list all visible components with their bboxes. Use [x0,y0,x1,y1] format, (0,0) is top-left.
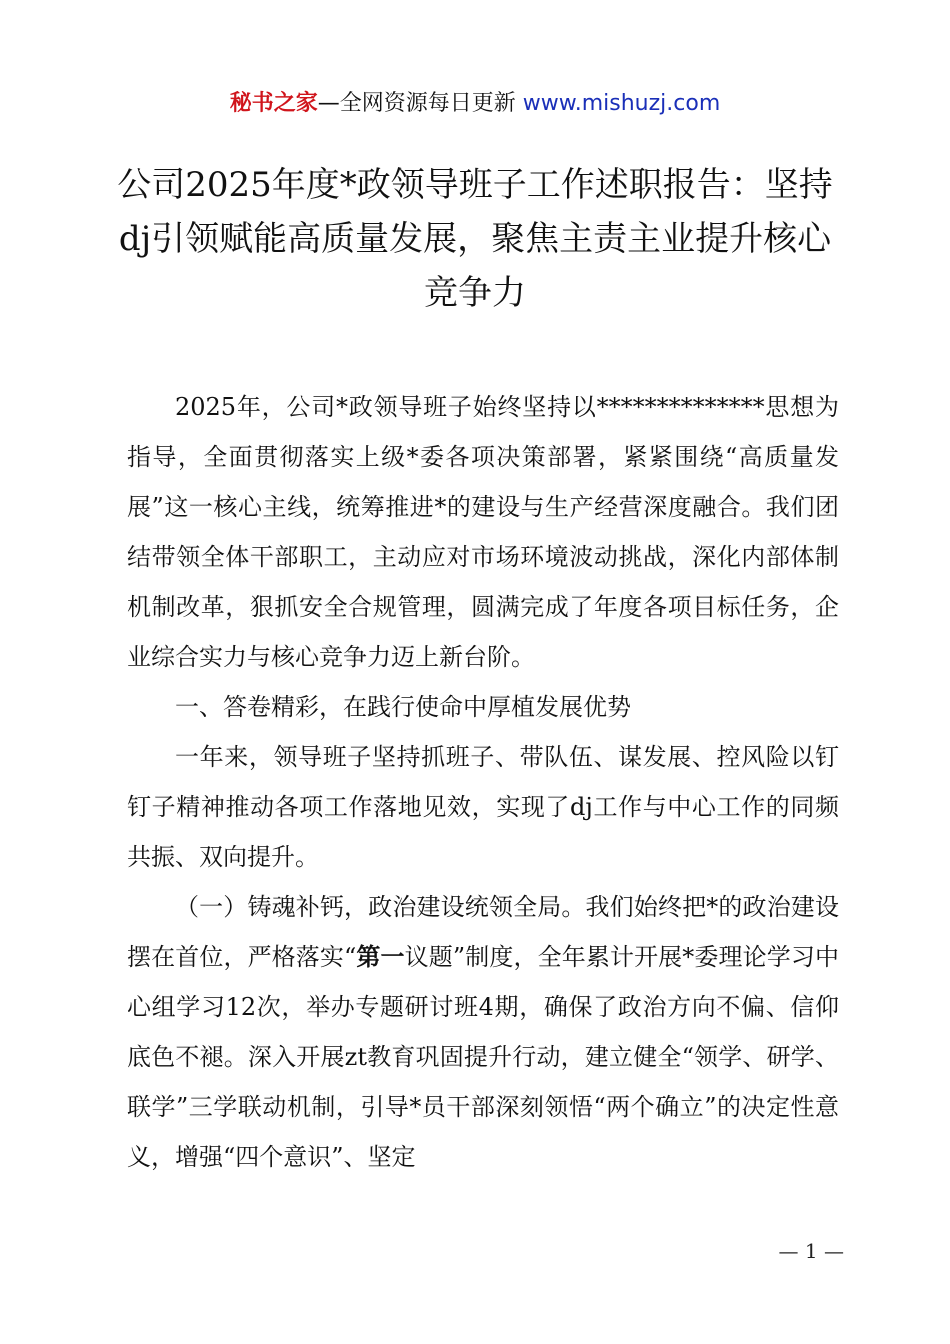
intro-paragraph: 2025年，公司*政领导班子始终坚持以**************思想为指导，全面贯彻落实上级*委各项决策部署，紧紧围绕“高质量发展”这一核心主线，统筹推进*的建设与生产经营深度融合。我们团结带领全体干部职工，主动应对市场环境波动挑战，深化内部体制机制改革，狠抓安全合规管理，圆满完成了年度各项目标任务，企业综合实力与核心竞争力迈上新台阶。 [127,393,839,671]
bold-text: 第一 [356,942,405,971]
site-url-link[interactable]: www.mishuzj.com [522,91,721,116]
body-paragraph-political [127,882,839,1182]
site-name: 秘书之家 [229,91,318,116]
paragraph-text-part: （一）铸魂补钙，政治建设统领全局。我们始终把*的政治建设摆在首位，严格落实“ [127,893,839,971]
paragraph-text-part: 议题”制度，全年累计开展*委理论学习中心组学习12次，举办专题研讨班4期，确保了政治方向不偏、信仰底色不褪。深入开展zt教育巩固提升行动，建立健全“领学、研学、联学”三学联动机制，引导*员干部深刻领悟“两个确立”的决定性意义，增强“四个意识”、坚定 [127,943,839,1171]
body-paragraph: 一年来，领导班子坚持抓班子、带队伍、谋发展、控风险以钉钉子精神推动各项工作落地见效，实现了dj工作与中心工作的同频共振、双向提升。 [127,743,839,871]
site-tagline: —全网资源每日更新 [317,91,516,116]
page-number: — 1 — [778,1239,844,1263]
section-heading: 一、答卷精彩，在践行使命中厚植发展优势 [175,693,631,721]
document-body [127,382,839,1182]
site-header [0,86,950,122]
document-title: 公司2025年度*政领导班子工作述职报告：坚持dj引领赋能高质量发展，聚焦主责主业提升核心竞争力 [117,165,833,313]
